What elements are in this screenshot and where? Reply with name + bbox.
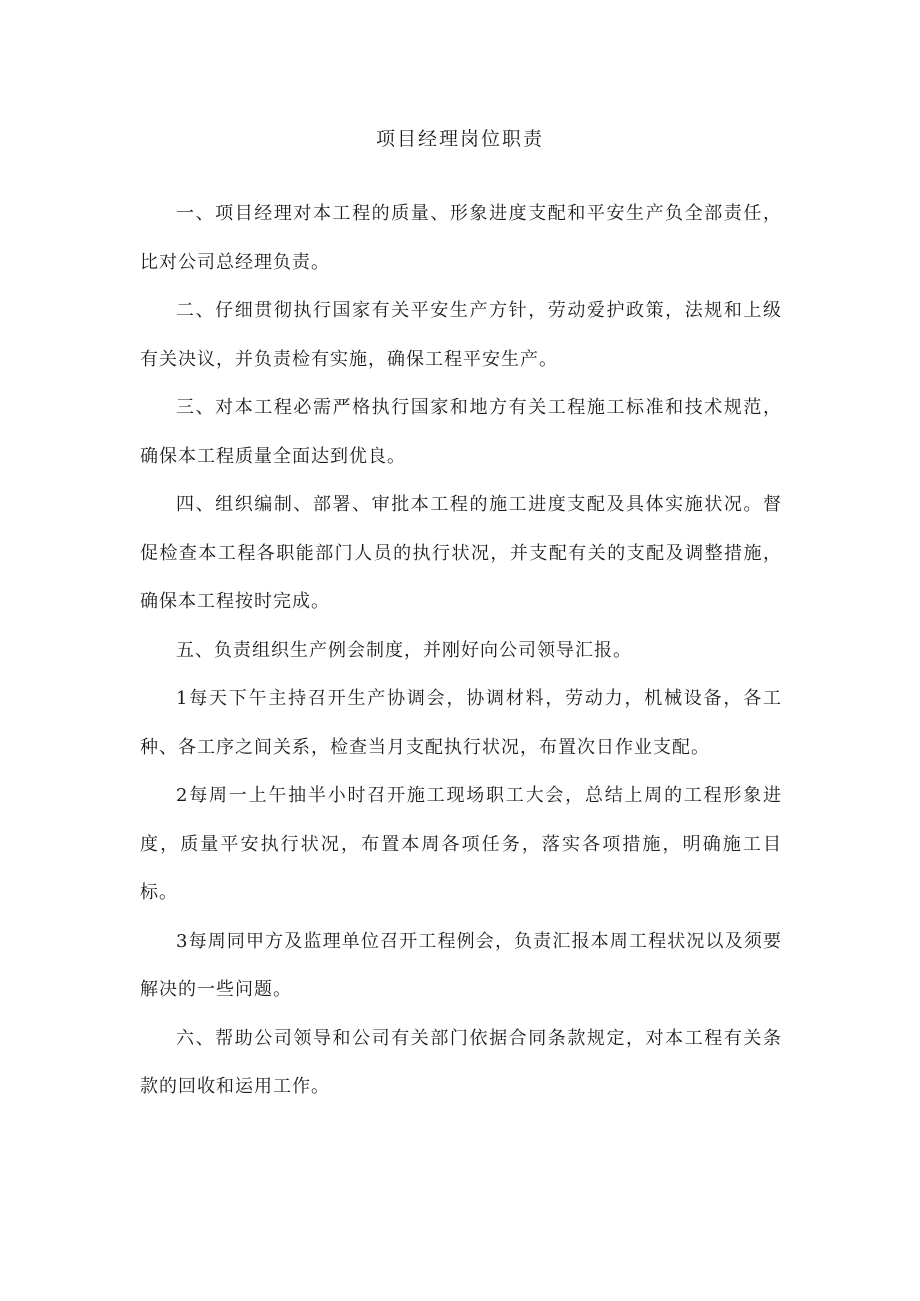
- paragraph-4: 四、组织编制、部署、审批本工程的施工进度支配及具体实施状况。督促检查本工程各职能部门人员的执行状况，并支配有关的支配及调整措施，确保本工程按时完成。: [140, 494, 782, 612]
- document-body: [140, 190, 782, 1112]
- paragraph-5-item-3: 3每周同甲方及监理单位召开工程例会，负责汇报本周工程状况以及须要解决的一些问题。: [140, 930, 782, 1000]
- paragraph-5: 五、负责组织生产例会制度，并刚好向公司领导汇报。: [176, 639, 632, 661]
- paragraph-6: 六、帮助公司领导和公司有关部门依据合同条款规定，对本工程有关条款的回收和运用工作。: [140, 1027, 782, 1097]
- paragraph-3: 三、对本工程必需严格执行国家和地方有关工程施工标准和技术规范，确保本工程质量全面达到优良。: [140, 397, 782, 467]
- paragraph-1: 一、项目经理对本工程的质量、形象进度支配和平安生产负全部责任，比对公司总经理负责。: [140, 203, 782, 273]
- paragraph-5-item-2: 2每周一上午抽半小时召开施工现场职工大会，总结上周的工程形象进度，质量平安执行状况，布置本周各项任务，落实各项措施，明确施工目标。: [140, 785, 782, 903]
- document-title: 项目经理岗位职责: [375, 128, 544, 150]
- paragraph-5-item-1: 1每天下午主持召开生产协调会，协调材料，劳动力，机械设备，各工种、各工序之间关系，检查当月支配执行状况，布置次日作业支配。: [140, 688, 782, 758]
- paragraph-2: 二、仔细贯彻执行国家有关平安生产方针，劳动爱护政策，法规和上级有关决议，并负责检有实施，确保工程平安生产。: [140, 300, 782, 370]
